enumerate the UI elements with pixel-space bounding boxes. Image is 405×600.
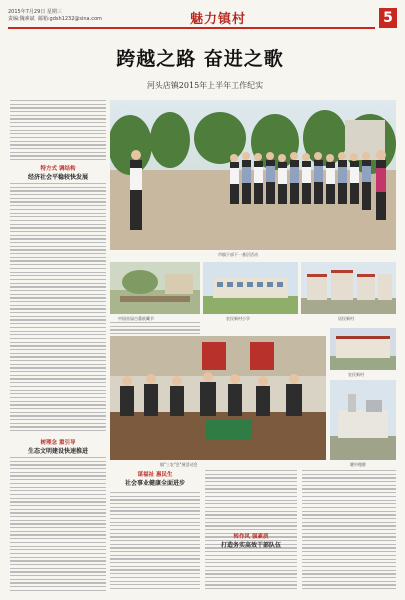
left-column-text-2 xyxy=(10,183,106,435)
caption-village: 居民新村 xyxy=(338,316,354,321)
section-kicker: 谋福祉 惠民生 xyxy=(137,472,173,478)
caption-buildings: 农民新村 xyxy=(348,372,364,377)
section-title: 魅力镇村 xyxy=(189,12,246,27)
section-title: 生态文明建设快速推进 xyxy=(27,448,88,455)
caption-antique: 中国首届古董收藏节 xyxy=(118,316,154,321)
page-header xyxy=(8,8,397,30)
page-number: 5 xyxy=(379,8,397,28)
caption-school: 农民新村小学 xyxy=(226,316,250,321)
main-photo xyxy=(110,100,396,250)
section-kicker: 树理念 重引导 xyxy=(40,440,76,446)
section-title: 社会事业健康全面进步 xyxy=(124,480,185,487)
section-kicker: 特方式 调结构 xyxy=(40,166,76,172)
headline: 跨越之路 奋进之歌 xyxy=(116,48,284,70)
photo-factory xyxy=(330,380,396,460)
photo-meeting xyxy=(110,336,326,460)
photo-buildings xyxy=(330,328,396,370)
section-heading-1 xyxy=(10,164,106,181)
section-heading-2 xyxy=(10,438,106,455)
left-column-text-3 xyxy=(10,457,106,592)
bottom-col-1-text xyxy=(110,492,200,592)
section-heading-4 xyxy=(205,532,297,549)
section-heading-3 xyxy=(110,470,200,487)
caption-factory: 暖中理群 xyxy=(350,462,366,467)
photo-school xyxy=(203,262,298,314)
subheadline: 河头店镇2015年上半年工作纪实 xyxy=(146,81,264,90)
photo-antique-festival xyxy=(110,262,200,314)
bottom-col-3-text xyxy=(302,470,396,592)
header-rule xyxy=(8,27,375,29)
left-column-text-1 xyxy=(10,100,106,162)
caption-meeting: 镇"三农"会"展活动会 xyxy=(160,462,198,467)
caption-main-photo: 市镇干部下一基层活动 xyxy=(218,252,258,257)
section-title: 打造务实高效干部队伍 xyxy=(220,542,281,549)
issue-date: 2015年7月29日 星期三 责编:魏素斌 邮箱:gdsh1232@sina.com xyxy=(8,9,102,22)
section-title: 经济社会平稳较快发展 xyxy=(27,174,88,181)
photo-new-village xyxy=(301,262,396,314)
bottom-col-2-text xyxy=(205,470,297,592)
section-kicker: 转作风 强素质 xyxy=(233,534,269,540)
